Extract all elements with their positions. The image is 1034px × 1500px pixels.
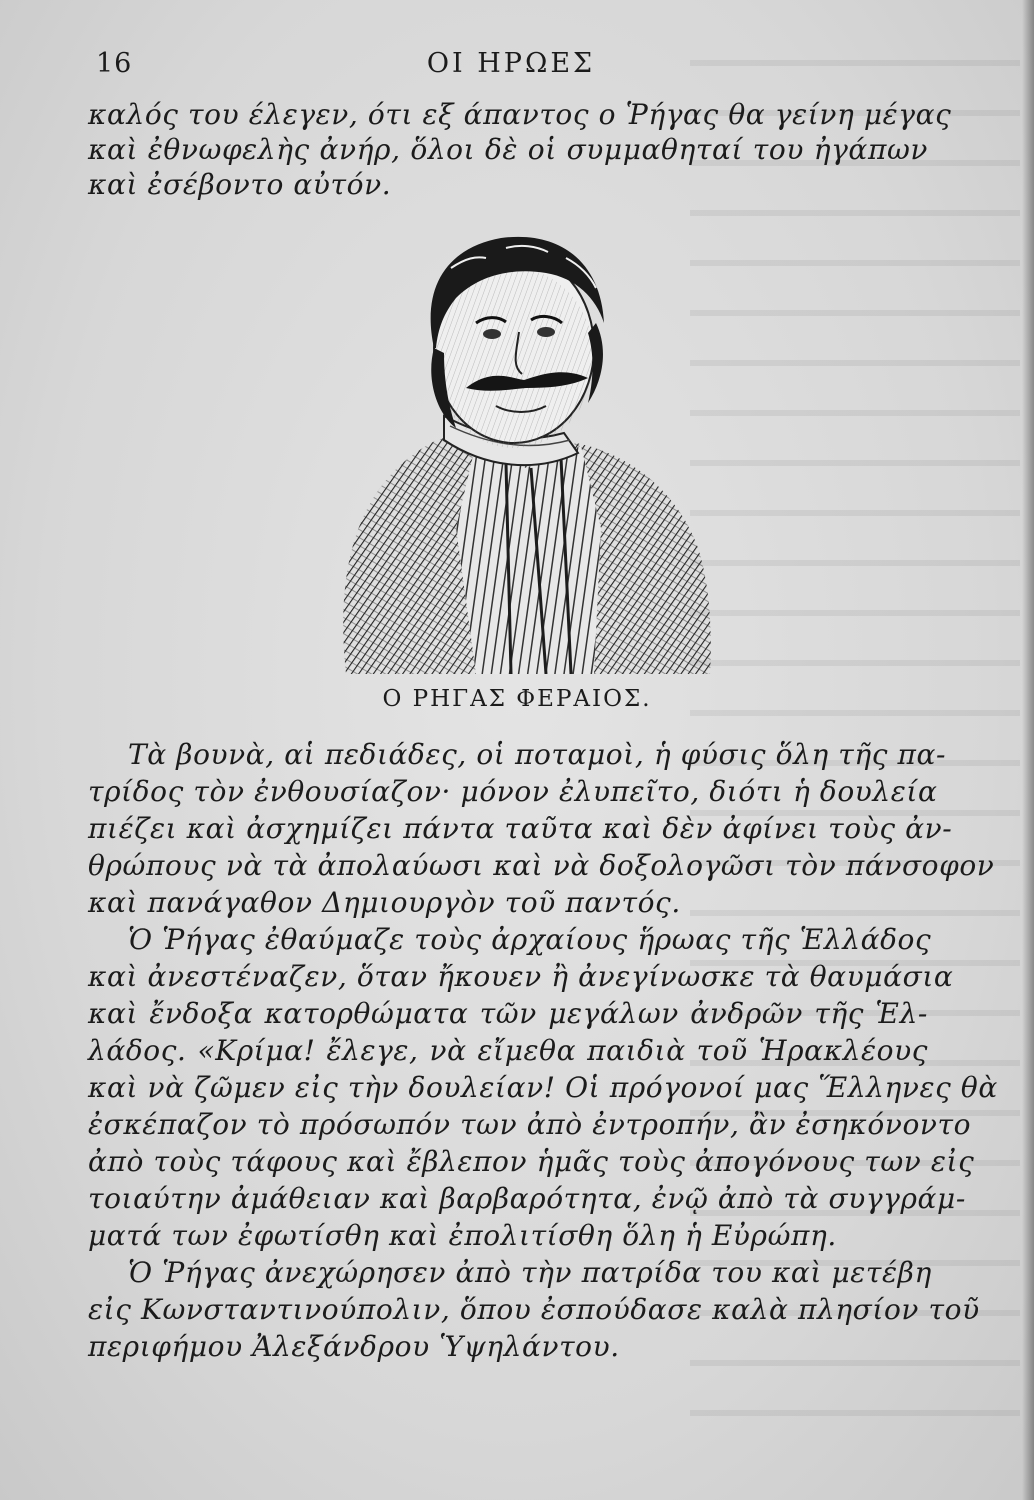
text-line: ματά των ἐφωτίσθη καὶ ἐπολιτίσθη ὅλη ἡ Εὐρώπη.: [88, 1219, 837, 1252]
text-line: καὶ ἐθνωφελὴς ἀνήρ, ὅλοι δὲ οἱ συμμαθηταί του ἠγάπων: [88, 133, 928, 166]
text-line: καὶ ἔνδοξα κατορθώματα τῶν μεγάλων ἀνδρῶν τῆς Ἑλ-: [88, 997, 928, 1030]
text-line: Ὁ Ῥήγας ἐθαύμαζε τοὺς ἀρχαίους ἥρωας τῆς Ἑλλάδος: [128, 923, 932, 956]
portrait-engraving: [326, 228, 714, 674]
text-line: ἀπὸ τοὺς τάφους καὶ ἔβλεπον ἡμᾶς τοὺς ἀπογόνους των εἰς: [88, 1145, 975, 1178]
text-line: εἰς Κωνσταντινούπολιν, ὅπου ἐσπούδασε καλὰ πλησίον τοῦ: [88, 1293, 980, 1326]
top-paragraph: [88, 97, 952, 202]
body-paragraphs: [88, 736, 998, 1365]
text-line: καλός του έλεγεν, ότι εξ άπαντος ο Ῥήγας θα γείνη μέγας: [88, 98, 952, 131]
text-line: τοιαύτην ἀμάθειαν καὶ βαρβαρότητα, ἐνῷ ἀπὸ τὰ συγγράμ-: [88, 1182, 966, 1215]
text-line: πιέζει καὶ ἀσχημίζει πάντα ταῦτα καὶ δὲν ἀφίνει τοὺς ἀν-: [88, 812, 953, 845]
text-line: λάδος. «Κρίμα! ἔλεγε, νὰ εἴμεθα παιδιὰ τοῦ Ἡρακλέους: [88, 1034, 928, 1067]
portrait-caption: Ο ΡΗΓΑΣ ΦΕΡΑΙΟΣ.: [382, 686, 652, 712]
page-edge-shadow: [1022, 0, 1034, 1500]
running-title: ΟΙ ΗΡΩΕΣ: [426, 48, 596, 79]
text-line: ἐσκέπαζον τὸ πρόσωπόν των ἀπὸ ἐντροπήν, ἂν ἐσηκόνοντο: [88, 1108, 972, 1141]
text-line: καὶ νὰ ζῶμεν εἰς τὴν δουλείαν! Οἱ πρόγονοί μας Ἕλληνες θὰ: [88, 1071, 998, 1104]
page-header: [96, 48, 926, 88]
text-line: καὶ ἀνεστέναζεν, ὅταν ἤκουεν ἢ ἀνεγίνωσκε τὰ θαυμάσια: [88, 960, 954, 993]
text-line: Τὰ βουνὰ, αἱ πεδιάδες, οἱ ποταμοὶ, ἡ φύσις ὅλη τῆς πα-: [128, 738, 947, 771]
text-line: Ὁ Ῥήγας ἀνεχώρησεν ἀπὸ τὴν πατρίδα του καὶ μετέβη: [128, 1256, 932, 1289]
text-line: καὶ πανάγαθον Δημιουργὸν τοῦ παντός.: [88, 886, 681, 919]
page-number: 16: [96, 48, 133, 79]
text-line: τρίδος τὸν ἐνθουσίαζον· μόνον ἐλυπεῖτο, διότι ἡ δουλεία: [88, 775, 938, 808]
text-line: καὶ ἐσέβοντο αὐτόν.: [88, 168, 392, 201]
text-line: περιφήμου Ἀλεξάνδρου Ὑψηλάντου.: [88, 1330, 620, 1363]
text-line: θρώπους νὰ τὰ ἀπολαύωσι καὶ νὰ δοξολογῶσι τὸν πάνσοφον: [88, 849, 995, 882]
